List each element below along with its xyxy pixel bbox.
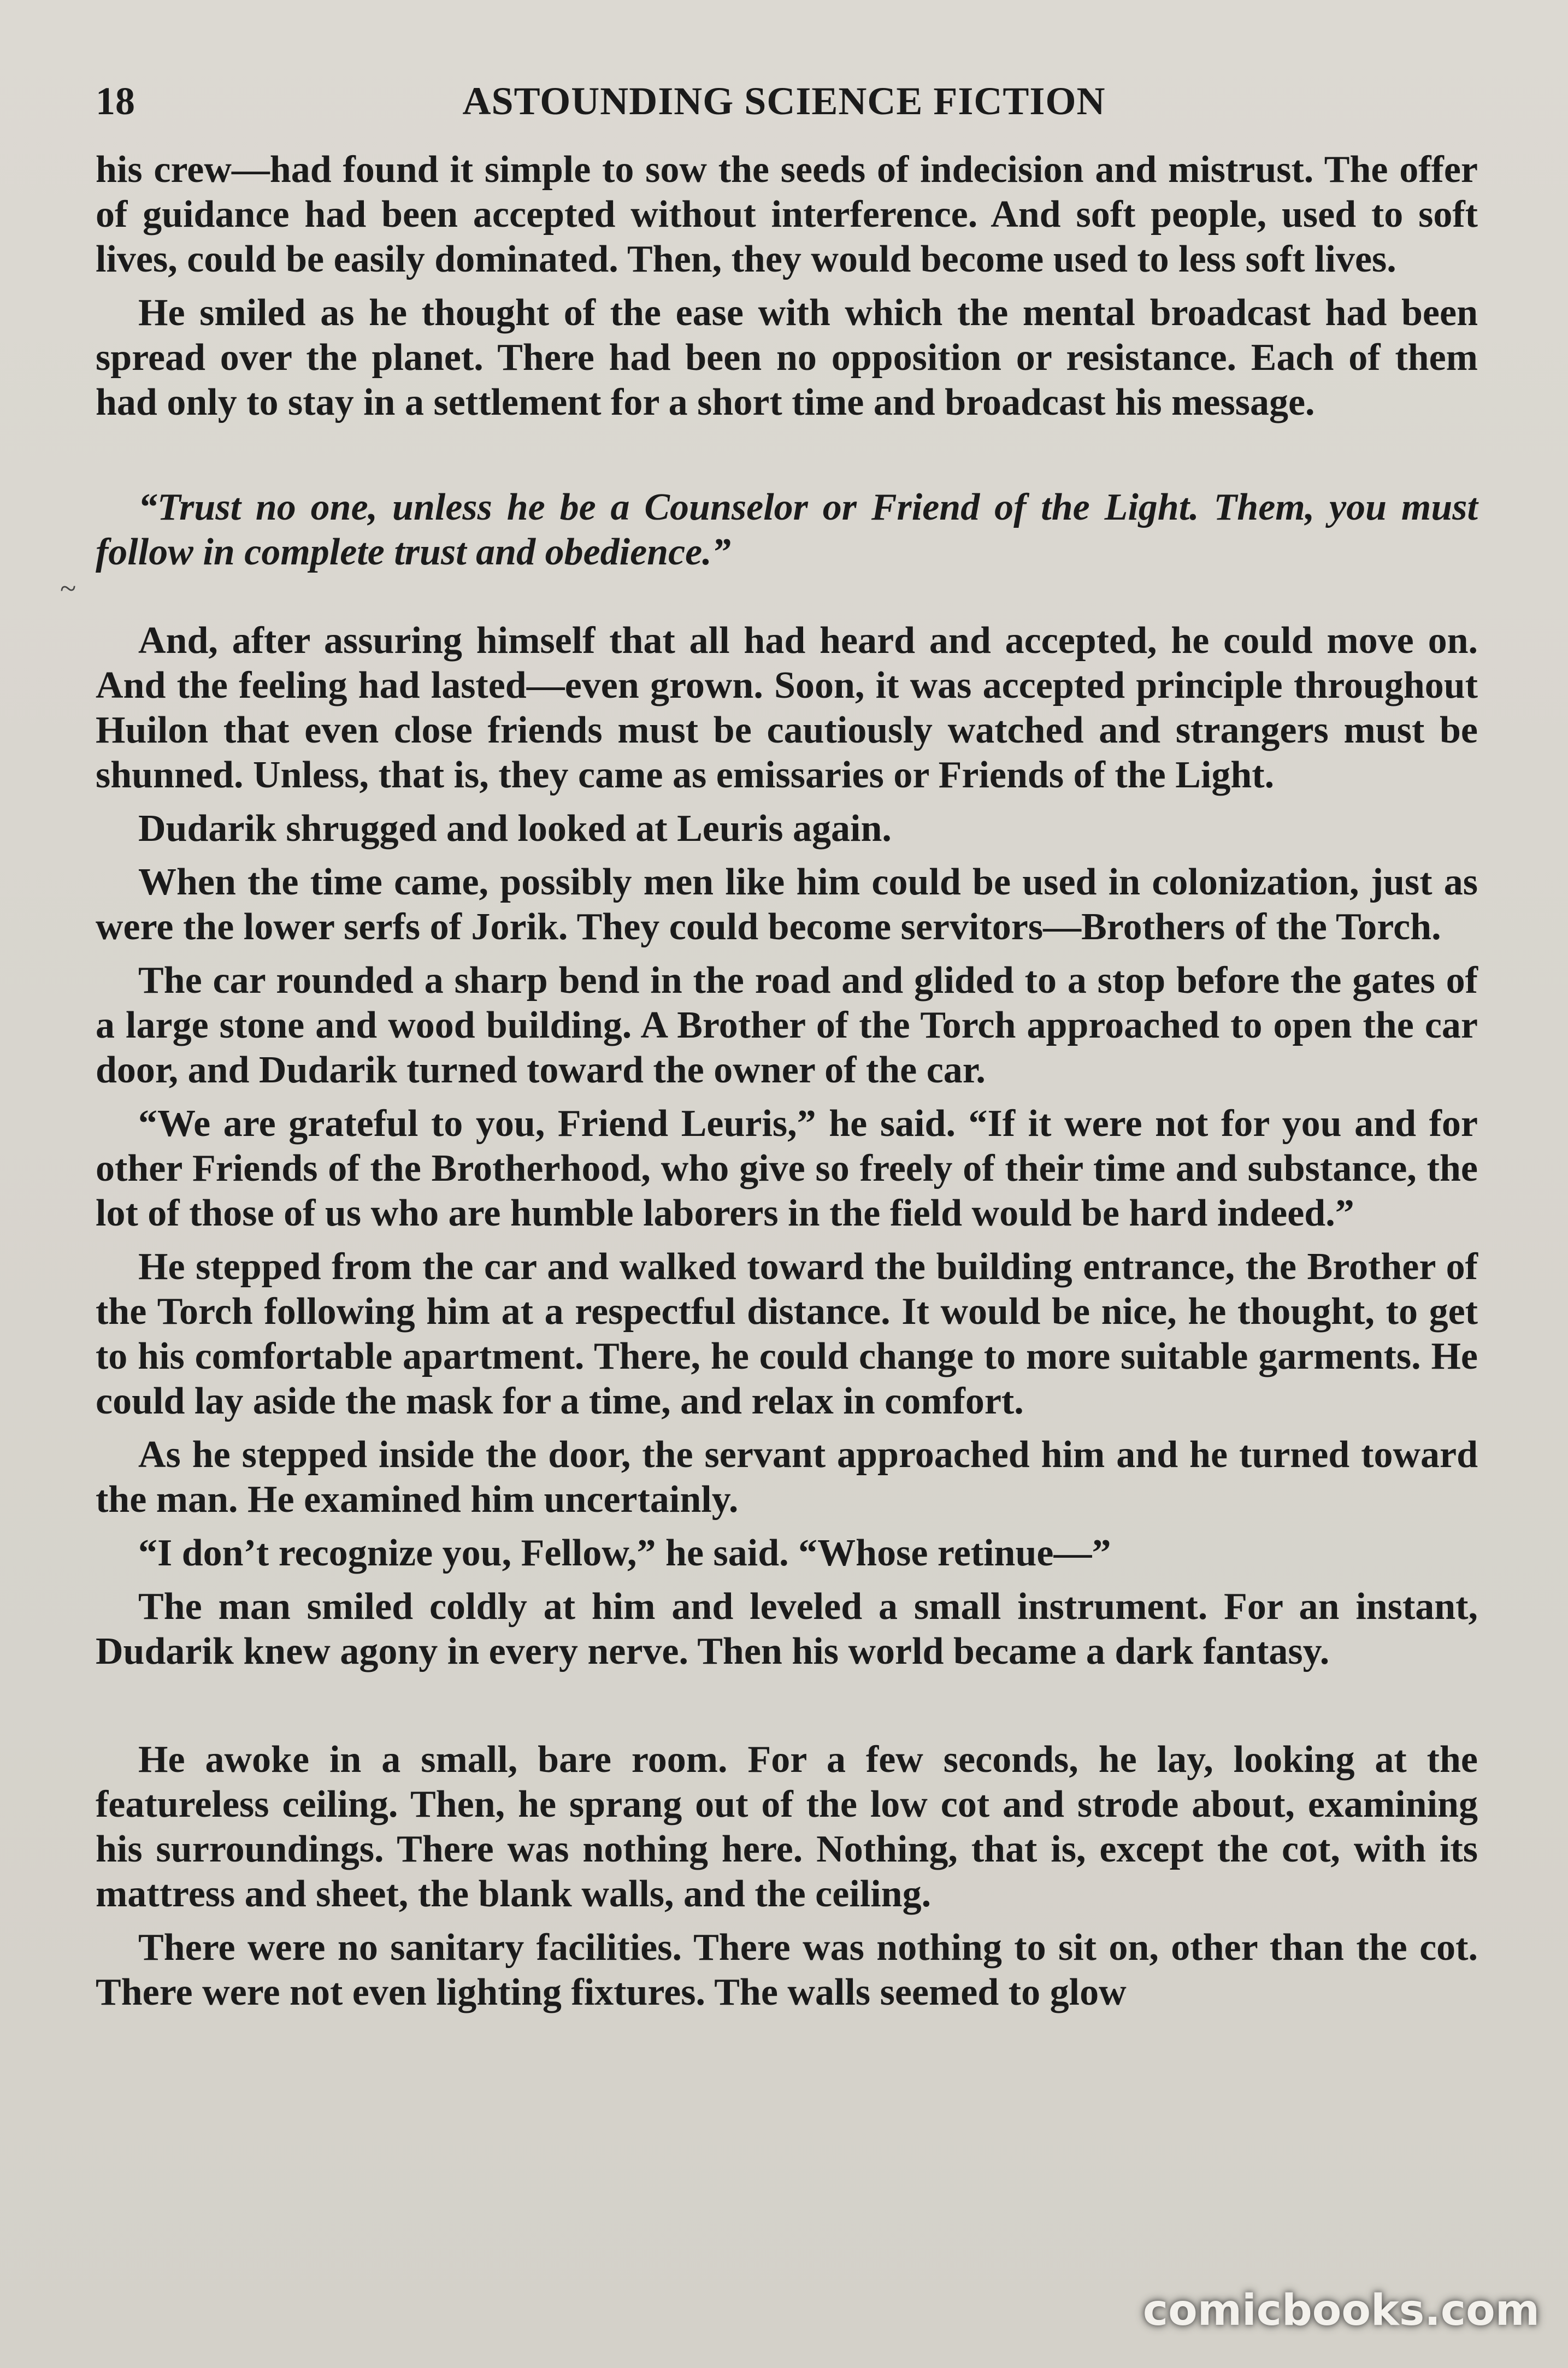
page-number: 18	[96, 79, 135, 123]
running-head: ASTOUNDING SCIENCE FICTION	[462, 79, 1106, 123]
paragraph-13: There were no sanitary facilities. There was nothing to sit on, other than the cot. There were not even lighting fixtures. The walls seemed to glow	[96, 1927, 1478, 2013]
quoted-message: “Trust no one, unless he be a Counselor or Friend of the Light. Them, you must follow in complete trust and obedience.”	[96, 486, 1478, 573]
paragraph-12: He awoke in a small, bare room. For a few seconds, he lay, looking at the featureless ceiling. Then, he sprang out of the low cot and strode about, examining his surroundings. There was nothing here. Nothing, that is, except the cot, with its mattress and sheet, the blank walls, and the ceiling.	[96, 1739, 1478, 1915]
paragraph-6: The car rounded a sharp bend in the road and glided to a stop before the gates of a large stone and wood building. A Brother of the Torch approached to open the car door, and Dudarik turned toward the owner of the car.	[96, 959, 1478, 1091]
paragraph-11: The man smiled coldly at him and leveled a small instrument. For an instant, Dudarik knew agony in every nerve. Then his world became a dark fantasy.	[96, 1586, 1478, 1672]
paragraph-4: Dudarik shrugged and looked at Leuris again.	[138, 808, 892, 850]
section-break	[96, 1683, 1478, 1737]
paragraph-5: When the time came, possibly men like him could be used in colonization, just as were the lower serfs of Jorik. They could become servitors—Brothers of the Torch.	[96, 861, 1478, 948]
paragraph-7: “We are grateful to you, Friend Leuris,” he said. “If it were not for you and for other Friends of the Brotherhood, who give so freely of their time and substance, the lot of those of us who are humble laborers in the field would be hard indeed.”	[96, 1103, 1478, 1234]
paragraph-8: He stepped from the car and walked toward the building entrance, the Brother of the Torch following him at a respectful distance. It would be nice, he thought, to get to his comfortable apartment. There, he could change to more suitable garments. He could lay aside the mask for a time, and relax in comfort.	[96, 1246, 1478, 1422]
page-body	[96, 148, 1478, 2024]
page-header	[96, 71, 1472, 131]
paragraph-9: As he stepped inside the door, the servant approached him and he turned toward the man. He examined him uncertainly.	[96, 1434, 1478, 1521]
paragraph-2: He smiled as he thought of the ease with which the mental broadcast had been spread over the planet. There had been no opposition or resistance. Each of them had only to stay in a settlement for a short time and broadcast his message.	[96, 292, 1478, 423]
paragraph-1: his crew—had found it simple to sow the seeds of indecision and mistrust. The offer of guidance had been accepted without interference. And soft people, used to soft lives, could be easily dominated. Then, they would become used to less soft lives.	[96, 149, 1478, 280]
paragraph-10: “I don’t recognize you, Fellow,” he said. “Whose retinue—”	[138, 1532, 1111, 1574]
watermark: comicbooks.com	[1142, 2286, 1540, 2335]
margin-mark: ~	[60, 572, 76, 605]
paragraph-3: And, after assuring himself that all had heard and accepted, he could move on. And the feeling had lasted—even grown. Soon, it was accepted principle throughout Huilon that even close friends must be cautiously watched and strangers must be shunned. Unless, that is, they came as emissaries or Friends of the Light.	[96, 620, 1478, 796]
